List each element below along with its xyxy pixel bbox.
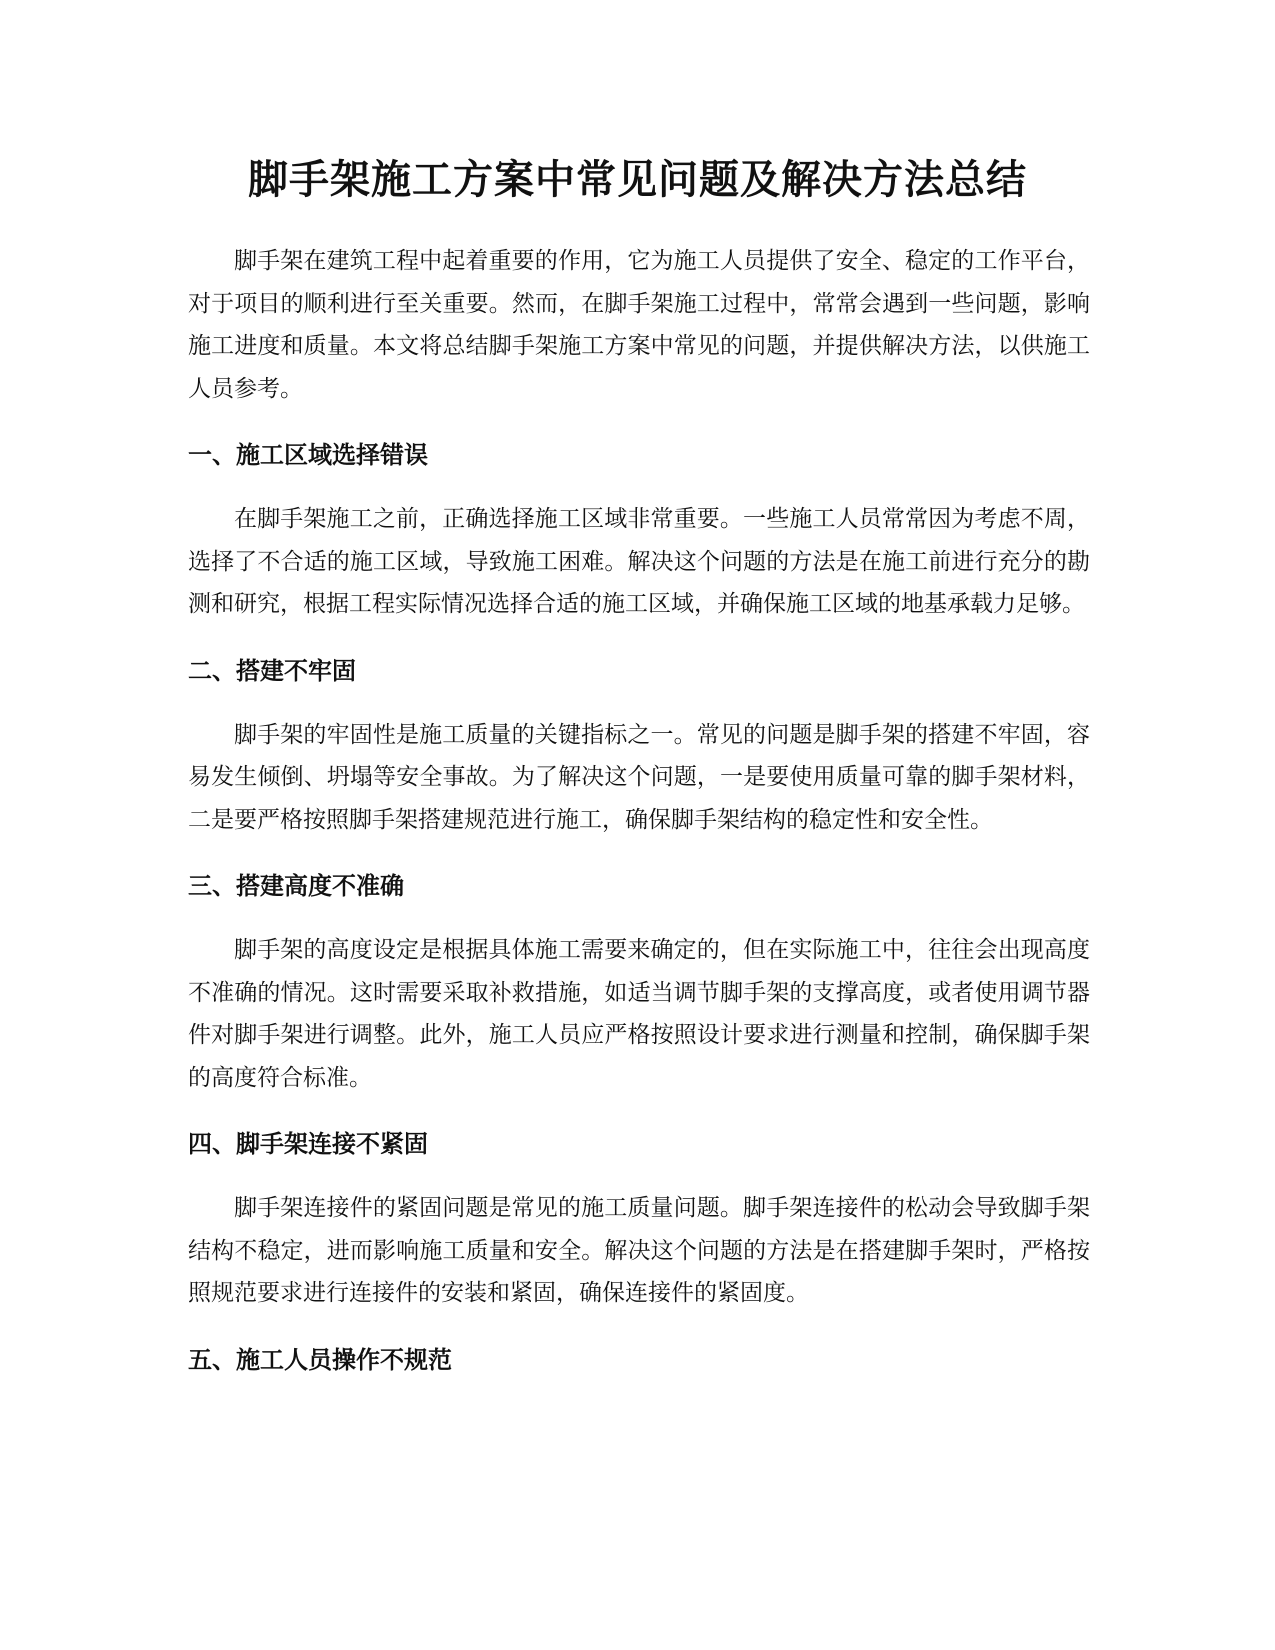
section-heading-4: 四、脚手架连接不紧固	[188, 1130, 428, 1158]
section-heading-2: 二、搭建不牢固	[188, 656, 356, 685]
section-heading-3: 三、搭建高度不准确	[188, 872, 404, 900]
section-body-1: 在脚手架施工之前，正确选择施工区域非常重要。一些施工人员常常因为考虑不周，选择了不合适的施工区域，导致施工困难。解决这个问题的方法是在施工前进行充分的勘测和研究，根据工程实际情况选择合适的施工区域，并确保施工区域的地基承载力足够。	[188, 506, 1090, 617]
section-heading-1: 一、施工区域选择错误	[188, 441, 428, 469]
document-body	[188, 240, 1090, 1377]
intro-paragraph: 脚手架在建筑工程中起着重要的作用，它为施工人员提供了安全、稳定的工作平台，对于项目的顺利进行至关重要。然而，在脚手架施工过程中，常常会遇到一些问题，影响施工进度和质量。本文将总结脚手架施工方案中常见的问题，并提供解决方法，以供施工人员参考。	[188, 248, 1090, 402]
section-body-4: 脚手架连接件的紧固问题是常见的施工质量问题。脚手架连接件的松动会导致脚手架结构不稳定，进而影响施工质量和安全。解决这个问题的方法是在搭建脚手架时，严格按照规范要求进行连接件的安装和紧固，确保连接件的紧固度。	[188, 1195, 1090, 1306]
section-body-2: 脚手架的牢固性是施工质量的关键指标之一。常见的问题是脚手架的搭建不牢固，容易发生倾倒、坍塌等安全事故。为了解决这个问题，一是要使用质量可靠的脚手架材料，二是要严格按照脚手架搭建规范进行施工，确保脚手架结构的稳定性和安全性。	[188, 721, 1090, 833]
document-title: 脚手架施工方案中常见问题及解决方法总结	[248, 157, 1027, 203]
section-heading-5: 五、施工人员操作不规范	[188, 1345, 452, 1374]
section-body-3: 脚手架的高度设定是根据具体施工需要来确定的，但在实际施工中，往往会出现高度不准确的情况。这时需要采取补救措施，如适当调节脚手架的支撑高度，或者使用调节器件对脚手架进行调整。此外，施工人员应严格按照设计要求进行测量和控制，确保脚手架的高度符合标准。	[188, 937, 1090, 1091]
